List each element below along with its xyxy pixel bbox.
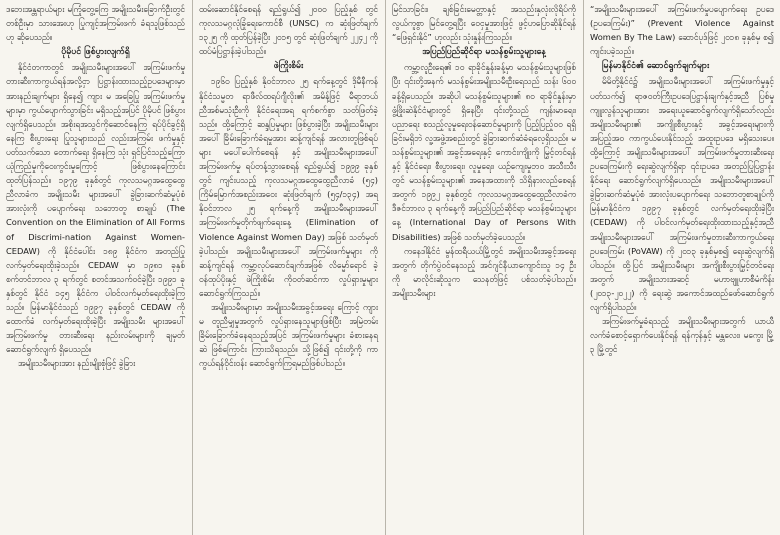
body-paragraph: အကြမ်းဖက်မှုခံရသည့် အမျိုးသမီးများအတွက် ယာယီလက်ခံစောင့်ရှောက်ပေးနိုင်ရန် ရန်ကုန်နှင့် မန္တလေး၊ မကွေး မြို့ ၃ မြို့တွင် — [590, 316, 774, 355]
body-paragraph: “အမျိုးသမီးများအပေါ် အကြမ်းဖက်မှုပပျောက်ရေး ဥပဒေ (ဥပဒေကြမ်း)” (Prevent Violence Against Women By The Law) ဆောင်ပုဒ်ဖြင့် ၂၀၁၈ ခုနှစ်မှ စ၍ ကျင်းပခဲ့သည်။ — [590, 4, 774, 57]
section-heading: မြန်မာနိုင်ငံ၏ ဆောင်ရွက်ချက်များ — [602, 61, 710, 72]
body-paragraph: ၁၉၆၀ ပြည့်နှစ် နိုဝင်ဘာလ ၂၅ ရက်နေ့တွင် ဒိုမီနီကန်နိုင်ငံသမ္မတ ရာဖီလ်ထရပ်ဂျီလိုး၏ အမိန့်ဖြင့် မီရာဘယ် ညီအစ်မသုံးဦးကို နိုင်ငံရေးအရ ရက်စက်စွာ သတ်ဖြတ်ခဲ့သည်။ ထို့ကြောင့် ဆန္ဒပြမှုများ ဖြစ်ပွားခဲ့ပြီး အမျိုးသမီးများအပေါ် ခြိမ်းခြောက်ခံရမှုအား ဆန့်ကျင်ရန် အလားတူဖြစ်ရပ်များ မပေါ်ပေါက်စေရန် နှင့် အမျိုးသမီးများအပေါ် အကြမ်းဖက်မှု ရပ်တန့်သွားစေရန် ရည်ရွယ်၍ ၁၉၉၉ ခုနှစ်တွင် ကျင်းပသည့် ကုလသမဂ္ဂအထွေထွေညီလာခံ (၅၄) ကြိမ်မြောက်အစည်းအဝေး ဆုံးဖြတ်ချက် (၅၄/၁၃၄) အရ နိုဝင်ဘာလ ၂၅ ရက်နေ့ကို အမျိုးသမီးများအပေါ် အကြမ်းဖက်မှုတိုက်ဖျက်ရေးနေ့ (Elimination of Violence Against Women Day) အဖြစ် သတ်မှတ်ခဲ့ပါသည်။ အမျိုးသမီးများအပေါ် အကြမ်းဖက်မှုများ ကိုဆန့်ကျင်ရန် ကမ္ဘာ့လုပ်ဆောင်ချက်အဖြစ် လိမ္မော်ရောင် ခဲ့ဝန်ထုပ်ပိုးနှင့် ဖဲကြိုးစိမ်း ကိုဝတ်ဆင်ကာ လှုပ်ရှားမှုများဆောင်ရွက်ကြသည်။ — [199, 76, 378, 298]
column-2 — [193, 0, 384, 535]
body-paragraph: အမျိုးသမီးများမှာ အမျိုးသမီးအခွင့်အရေး ကြောင့် ကျား မ တူညီမျှမှုအတွက် လှုပ်ရှားနေသူများဖြစ်ပြီး အမြဲတမ်း ခြိမ်းခြောက်ခံနေရသည့်အပြင် အကြမ်းဖက်မှုများ ခံစားနေရဆဲ ဖြစ်ကြောင်း ကြားသိရသည်။ သို့ဖြစ်၍ ၎င်းတို့ကို ကာကွယ်ရန်ဝိုင်းဝန်း ဆောင်ရွက်ကြရမည်ဖြစ်ပါသည်။ — [199, 301, 378, 369]
body-paragraph: အမျိုးသမီးများအား နည်းမျိုးစုံဖြင့် ခွဲခြား — [18, 358, 136, 369]
column-1 — [0, 0, 191, 535]
section-heading: ပိုမိုပင် ဖြစ်ပွားလျက်ရှိ — [61, 47, 130, 58]
body-paragraph: ကနေဒါနိုင်ငံ မွန်ထရီယယ်မြို့တွင် အမျိုးသမီးအခွင့်အရေးအတွက် တိုက်ပွဲဝင်နေသည့် အင်ဂျင်နီယာကျောင်းသူ ၁၄ ဦးကို မာလိုင်းဆိုသူက သေနတ်ဖြင့် ပစ်သတ်ခဲ့ပါသည်။ အမျိုးသမီးများ — [392, 245, 576, 298]
body-paragraph: မြင်သာခြင်း၊ ချစ်ခြင်းမေတ္တာနှင့် အသည်းနှလုံးလိုရိပ်ကို လွယ်ကူစွာ မြင်တွေ့ရပြီး ဝေငှမှုအားဖြင့် ဖွင့်ဟပြောဆိုနိုင်ရန် “ဖြေရှင်းနိုင်” ဟုလည်း သုံးနှုန်းကြသည်။ — [392, 4, 576, 43]
column-3 — [386, 0, 582, 535]
body-paragraph: ကမ္ဘာ့လူဦးရေ၏ ၁၀ ရာခိုင်နှုန်းခန့်မှာ မသန်စွမ်းသူများဖြစ်ပြီး ၎င်းတို့အနက် မသန်စွမ်းအမျိုးသမီးဦးရေသည် သန်း ၆၀၀ ခန့်ရှိပေသည်။ အဆိုပါ မသန်စွမ်းသူများ၏ ၈၀ ရာခိုင်နှုန်းမှာ ဖွံ့ဖြိုးဆဲနိုင်ငံများတွင် ရှိနေပြီး ၎င်းတို့သည် ကျန်းမာရေး၊ ပညာရေး စသည့်လူမှုရေးဝန်ဆောင်မှုများကို ပြည့်ပြည့်ဝဝ ရရှိခြင်းမရှိဘဲ လူ့အဖွဲ့အစည်းတွင် ခွဲခြားဆက်ဆံခံရလေ့ရှိသည်။ မသန်စွမ်းသူများ၏ အခွင့်အရေးနှင့် ကောင်းကျိုးကို မြှင့်တင်ရန်နှင့် နိုင်ငံရေး၊ စီးပွားရေး၊ လူမှုရေး၊ ယဉ်ကျေးမှုဘဝ အသီးသီးတွင် မသန်စွမ်းသူများ၏ အနေအထားကို သိရှိနားလည်စေရန်အတွက် ၁၉၉၂ ခုနှစ်တွင် ကုလသမဂ္ဂအထွေထွေညီလာခံက ဒီဇင်ဘာလ ၃ ရက်နေ့ကို အပြည်ပြည်ဆိုင်ရာ မသန်စွမ်းသူများနေ့ (International Day of Persons With Disabilities) အဖြစ် သတ်မှတ်ခဲ့ပေသည်။ — [392, 62, 576, 242]
section-heading: ဖဲကြိုးစိမ်း — [273, 61, 304, 72]
body-paragraph: နိုင်ငံတကာတွင် အမျိုးသမီးများအပေါ် အကြမ်းဖက်မှု တားဆီးကာကွယ်ရန်အလို့ငှာ ပြဋ္ဌာန်းထားသည့်ဥပဒေများမှာ အားနည်းချက်များ ရှိနေ၍ ကျား မ အခြေပြု အကြမ်းဖက်မှုများမှာ ကွယ်ပျောက်သွားခြင်း မရှိသည့်အပြင် ပိုမိုပင် ဖြစ်ပွားလျက်ရှိပေသည်။ အစိုးရအသွင်ကိုဆောင်နေကြ ရပ်ပိုင်ခွင့်ရှိနေကြ စီးပွားရေး ပြုသူများသည် လည်းအကြမ်း ဖက်မှုနှင့်ပတ်သက်သော တောက်ရေး ရှိနေကြ သုံး ရှင်ပြင်သည့်ကြော ယုံကြည်မှုကိုဝေးကွင်းမှုကြောင့် ဖြစ်ပွားနေကြောင်း ထုတ်ပြန်သည်။ ၁၉၇၉ ခုနှစ်တွင် ကုလသမဂ္ဂအထွေထွေညီလာခံက အမျိုးသမီး များအပေါ် ခွဲခြားဆက်ဆံမှုပုံစံအားလုံးကို ပပျောက်ရေး သဘောတူ စာချုပ် (The Convention on the Elimination of All Forms of Discrimi-nation Against Women- CEDAW) ကို နိုင်ငံပေါင်း ၁၈၉ နိုင်ငံက အတည်ပြု လက်မှတ်ရေးထိုးခဲ့သည်။ CEDAW မှာ ၁၉၈၁ ခုနှစ် စက်တင်ဘာလ ၃ ရက်တွင် စတင်အသက်ဝင်ခဲ့ပြီး ၁၉၉၁ ခုနှစ်တွင် နိုင်ငံ ၁၄၅ နိုင်ငံက ပါဝင်လက်မှတ်ရေးထိုးခဲ့ကြသည်။ မြန်မာနိုင်ငံသည် ၁၉၉၇ ခုနှစ်တွင် CEDAW ကို ထောက်ခံ လက်မှတ်ရေးထိုးခဲ့ပြီး အမျိုးသမီး များအပေါ် အကြမ်းဖက်မှု တားဆီးရေး နည်းလမ်းများကို ချမှတ်ဆောင်ရွက်လျက် ရှိပေသည်။ — [6, 62, 185, 355]
body-paragraph: ထမ်းဆောင်နိုင်စေရန် ရည်ရွယ်၍ ၂၀၀၀ ပြည့်နှစ် တွင် ကုလသမဂ္ဂလုံခြုံရေးကောင်စီ (UNSC) က ဆုံးဖြတ်ချက် ၁၃၂၅ ကို ထုတ်ပြန်ခဲ့ပြီး ၂၀၁၅ တွင် ဆုံးဖြတ်ချက် ၂၂၄၂ ကို ထပ်မံပြဋ္ဌာန်းခဲ့ပါသည်။ — [199, 4, 378, 57]
body-paragraph: မိမိတို့နိုင်ငံ၌ အမျိုးသမီးများအပေါ် အကြမ်းဖက်မှုနှင့် ပတ်သက်၍ ရာဇဝတ်ကြီးဥပဒေပြဋ္ဌာန်းချက်နှင့်အညီ ပြစ်မှုကျူးလွန်သူများအား အရေးယူဆောင်ရွက်လျက်ရှိသော်လည်း အမျိုးသမီးများ၏ အကျိုးစီးပွားနှင့် အခွင့်အရေးများကို အပြည့်အဝ ကာကွယ်ပေးနိုင်သည့် အထူးဥပဒေ မရှိသေးပေ။ ထို့ကြောင့် အမျိုးသမီးများအပေါ် အကြမ်းဖက်မှုတားဆီးရေး ဥပဒေကြမ်းကို ရေးဆွဲလျက်ရှိရာ ၎င်းဥပဒေ အတည်ပြုပြဋ္ဌာန်းနိုင်ရေး ဆောင်ရွက်လျက်ရှိပေသည်။ အမျိုးသမီးများအပေါ် ခွဲခြားဆက်ဆံမှုပုံစံ အားလုံးပပျောက်ရေး သဘောတူစာချုပ်ကို မြန်မာနိုင်ငံက ၁၉၉၇ ခုနှစ်တွင် လက်မှတ်ရေးထိုးခဲ့ပြီး (CEDAW) ကို ပါဝင်လက်မှတ်ရေးထိုးထားသည့်နှင့်အညီ အမျိုးသမီးများအပေါ် အကြမ်းဖက်မှုတားဆီးကာကွယ်ရေး ဥပဒေကြမ်း (PoVAW) ကို ၂၀၁၃ ခုနှစ်မှစ၍ ရေးဆွဲလျက်ရှိပါသည်။ ထို့ပြင် အမျိုးသမီးများ အကျိုးစီးပွားမြှင့်တင်ရေးအတွက် အမျိုးသားအဆင့် မဟာဗျူဟာစီမံကိန်း (၂၀၁၃-၂၀၂၂) ကို ရေးဆွဲ အကောင်အထည်ဖော်ဆောင်ရွက်လျက်ရှိပါသည်။ — [590, 76, 774, 312]
section-heading: အပြည်ပြည်ဆိုင်ရာ မသန်စွမ်းသူများနေ့ — [422, 47, 546, 58]
body-paragraph: ဒ​ဘေးအန္တရာယ်များ မကြုံတွေ့ကြေ​ အမျိုးသမီးခြောက်ဦးတွင် တစ်ဦးမှာ သားအေးဟု ပြုကျင့်အကြမ်းဖက် ခံရသူဖြစ်သည်ဟု ဆိုပေသည်။ — [6, 4, 185, 43]
column-4 — [584, 0, 780, 535]
